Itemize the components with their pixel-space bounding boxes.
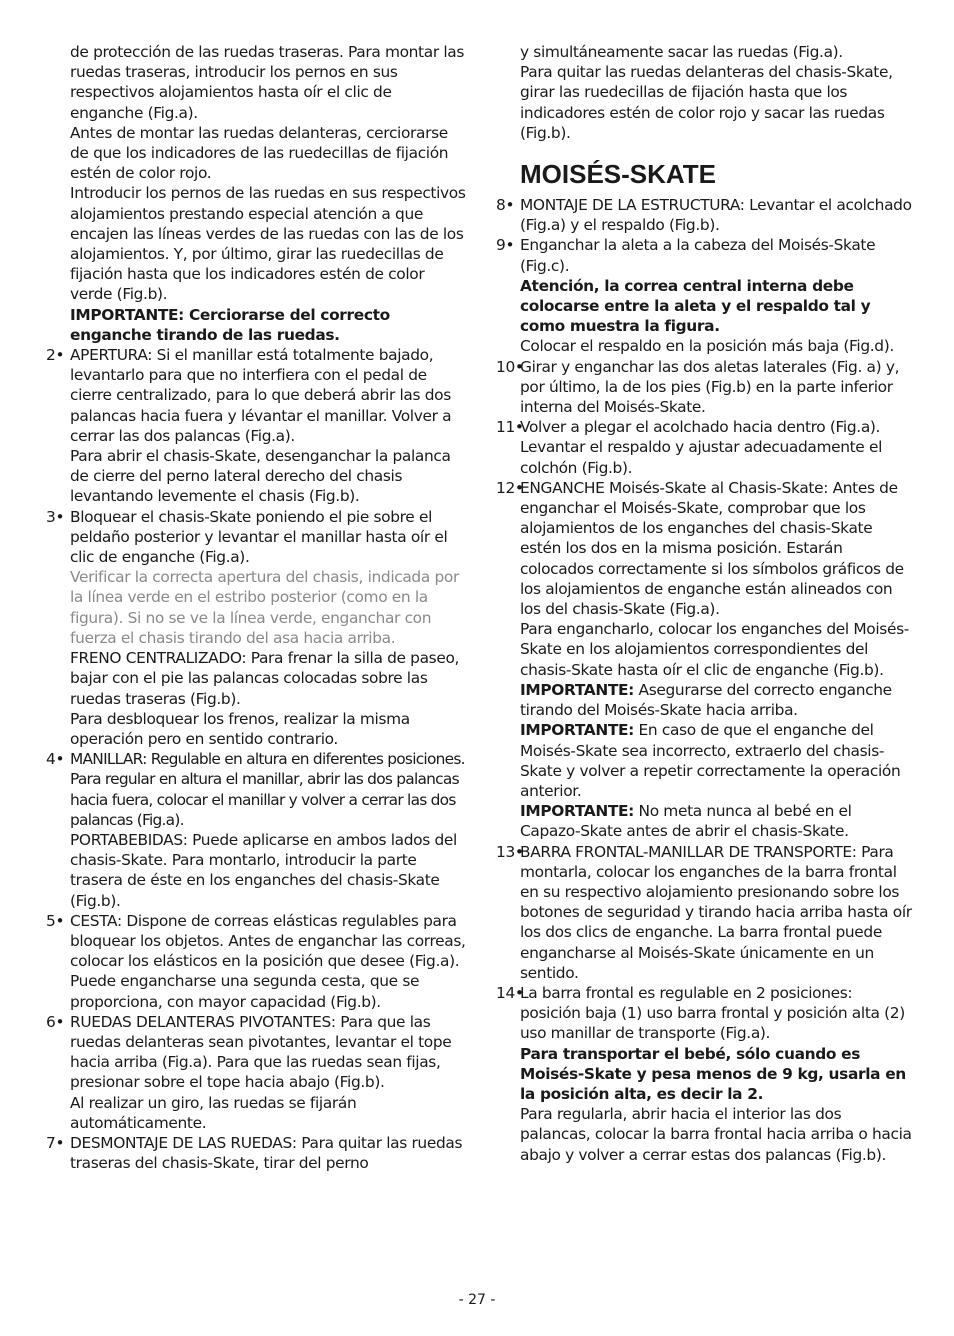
important-label: IMPORTANTE: — [520, 680, 634, 699]
item-text: Colocar el respaldo en la posición más baja (Fig.d). — [520, 337, 894, 356]
instruction-item-10 — [496, 357, 916, 418]
important-note-2 — [520, 720, 916, 801]
item-text: Enganchar la aleta a la cabeza del Moisés-Skate (Fig.c). — [520, 236, 876, 275]
item-number: 8• — [496, 196, 515, 215]
item-number: 10• — [496, 357, 524, 376]
item-text: Para abrir el chasis-Skate, desenganchar la palanca de cierre del perno lateral derecho del chasis levantando levemente el chasis (Fig.b). — [70, 447, 451, 506]
instruction-item-9 — [496, 235, 916, 356]
item-text: ENGANCHE Moisés-Skate al Chasis-Skate: Antes de enganchar el Moisés-Skate, comprobar que los alojamientos de los enganches del chasis-Skate estén los dos en la misma posición. Estarán colocados correctamente si los símbolos gráficos de los alojamientos de enganche están alineados con los del chasis-Skate (Fig.a). — [520, 478, 904, 619]
important-text: Asegurarse del correcto enganche tirando del Moisés-Skate hacia arriba. — [520, 680, 892, 720]
item-text: Puede engancharse una segunda cesta, que se proporciona, con mayor capacidad (Fig.b). — [70, 972, 420, 1011]
instruction-item-3 — [46, 507, 466, 749]
item-text: Volver a plegar el acolchado hacia dentro (Fig.a). Levantar el respaldo y ajustar adecuadamente el colchón (Fig.b). — [520, 418, 883, 477]
instruction-item-12 — [496, 478, 916, 842]
item-text: BARRA FRONTAL-MANILLAR DE TRANSPORTE: Para montarla, colocar los enganches de la barra frontal en su respectivo alojamiento presionando sobre los botones de seguridad y tirando hacia arriba hasta oír los dos clics de enganche. La barra frontal puede engancharse al Moisés-Skate únicamente en un sentido. — [520, 842, 912, 982]
item-number: 5• — [46, 911, 65, 930]
item-number: 9• — [496, 236, 515, 255]
instruction-item-14 — [496, 983, 916, 1165]
instruction-item-6 — [46, 1012, 466, 1133]
item-text: Para regularla, abrir hacia el interior las dos palancas, colocar la barra frontal hacia arriba o hacia abajo y volver a cerrar estas dos palancas (Fig.b). — [520, 1105, 912, 1164]
item-number: 3• — [46, 507, 65, 526]
item-text: RUEDAS DELANTERAS PIVOTANTES: Para que las ruedas delanteras sean pivotantes, levantar el tope hacia arriba (Fig.a). Para que las ruedas sean fijas, presionar sobre el tope hacia abajo (Fig.b). — [70, 1012, 452, 1092]
item-text: Bloquear el chasis-Skate poniendo el pie sobre el peldaño posterior y levantar el manillar hasta oír el clic de enganche (Fig.a). — [70, 507, 448, 567]
item-text: CESTA: Dispone de correas elásticas regulables para bloquear los objetos. Antes de enganchar las correas, colocar los elásticos en la posición que desee (Fig.a). — [70, 911, 466, 971]
instruction-item-2 — [46, 345, 466, 507]
item-text: DESMONTAJE DE LAS RUEDAS: Para quitar las ruedas traseras del chasis-Skate, tirar del perno — [70, 1133, 463, 1173]
item-number: 2• — [46, 346, 65, 365]
item-number: 4• — [46, 750, 65, 769]
item-warning-bold: Para transportar el bebé, sólo cuando es Moisés-Skate y pesa menos de 9 kg, usarla en la posición alta, es decir la 2. — [520, 1044, 906, 1103]
instruction-item-5 — [46, 911, 466, 1012]
important-note-1 — [520, 680, 916, 720]
section-title: MOISÉS-SKATE — [520, 159, 716, 190]
item-number: 11• — [496, 418, 524, 437]
item-text: MANILLAR: Regulable en altura en diferentes posiciones. Para regular en altura el manillar, abrir las dos palancas hacia fuera, colocar el manillar y volver a cerrar las dos palancas (Fig.a). — [70, 750, 465, 829]
important-note-3 — [520, 801, 916, 841]
item-text: FRENO CENTRALIZADO: Para frenar la silla de paseo, bajar con el pie las palancas colocadas sobre las ruedas traseras (Fig.b). — [70, 649, 460, 708]
item-number: 6• — [46, 1012, 65, 1031]
item-text: MONTAJE DE LA ESTRUCTURA: Levantar el acolchado (Fig.a) y el respaldo (Fig.b). — [520, 196, 912, 235]
item-text: APERTURA: Si el manillar está totalmente bajado, levantarlo para que no interfiera con el pedal de cierre centralizado, para lo que deberá abrir las dos palancas hacia fuera y lévantar el manillar. Volver a cerrar las dos palancas (Fig.a). — [70, 346, 452, 445]
left-column — [46, 42, 466, 1173]
intro-paragraph-1: de protección de las ruedas traseras. Para montar las ruedas traseras, introducir los pernos en sus respectivos alojamientos hasta oír el clic de enganche (Fig.a). — [70, 43, 465, 122]
right-column — [496, 42, 916, 1165]
instruction-item-8 — [496, 195, 916, 235]
continued-text-1: y simultáneamente sacar las ruedas (Fig.a). — [520, 43, 843, 61]
page-number: - 27 - — [458, 1292, 496, 1308]
instruction-item-11 — [496, 417, 916, 478]
item-number: 12• — [496, 478, 524, 497]
intro-important-note: IMPORTANTE: Cerciorarse del correcto enganche tirando de las ruedas. — [70, 305, 390, 344]
instruction-item-4 — [46, 749, 466, 911]
item-number: 7• — [46, 1133, 65, 1152]
item-text: PORTABEBIDAS: Puede aplicarse en ambos lados del chasis-Skate. Para montarlo, introducir la parte trasera de éste en los enganches del chasis-Skate (Fig.b). — [70, 830, 457, 910]
item-text: Al realizar un giro, las ruedas se fijarán automáticamente. — [70, 1093, 357, 1132]
instruction-item-13 — [496, 842, 916, 983]
intro-paragraph-3: Introducir los pernos de las ruedas en sus respectivos alojamientos prestando especial atención a que encajen las líneas verdes de las ruedas con las de los alojamientos. Y, por último, girar las ruedecillas de fijación hasta que los indicadores estén de color verde (Fig.b). — [70, 184, 466, 304]
item-number: 13• — [496, 842, 524, 861]
instruction-item-7 — [46, 1133, 466, 1173]
item-warning-bold: Atención, la correa central interna debe colocarse entre la aleta y el respaldo tal y como muestra la figura. — [520, 276, 871, 336]
item-text: La barra frontal es regulable en 2 posiciones: posición baja (1) uso barra frontal y posición alta (2) uso manillar de transporte (Fig.a). — [520, 983, 905, 1043]
intro-paragraph-2: Antes de montar las ruedas delanteras, cerciorarse de que los indicadores de las ruedecillas de fijación estén de color rojo. — [70, 123, 449, 183]
item-text: Girar y enganchar las dos aletas laterales (Fig. a) y, por último, la de los pies (Fig.b) en la parte inferior interna del Moisés-Skate. — [520, 357, 900, 417]
continued-text-2: Para quitar las ruedas delanteras del chasis-Skate, girar las ruedecillas de fijación hasta que los indicadores estén de color rojo y sacar las ruedas (Fig.b). — [520, 63, 893, 142]
item-text: Para engancharlo, colocar los enganches del Moisés-Skate en los alojamientos correspondientes del chasis-Skate hasta oír el clic de enganche (Fig.b). — [520, 620, 909, 679]
important-text: En caso de que el enganche del Moisés-Skate sea incorrecto, extraerlo del chasis-Skate y volver a repetir correctamente la operación anterior. — [520, 721, 901, 800]
important-label: IMPORTANTE: — [520, 802, 634, 821]
important-text: No meta nunca al bebé en el Capazo-Skate antes de abrir el chasis-Skate. — [520, 802, 852, 841]
item-text: Para desbloquear los frenos, realizar la misma operación pero en sentido contrario. — [70, 709, 410, 748]
item-number: 14• — [496, 983, 524, 1002]
important-label: IMPORTANTE: — [520, 721, 634, 740]
item-text-gray: Verificar la correcta apertura del chasis, indicada por la línea verde en el estribo posterior (como en la figura). Si no se ve la línea verde, enganchar con fuerza el chasis tirando del asa hacia arriba. — [70, 568, 459, 647]
